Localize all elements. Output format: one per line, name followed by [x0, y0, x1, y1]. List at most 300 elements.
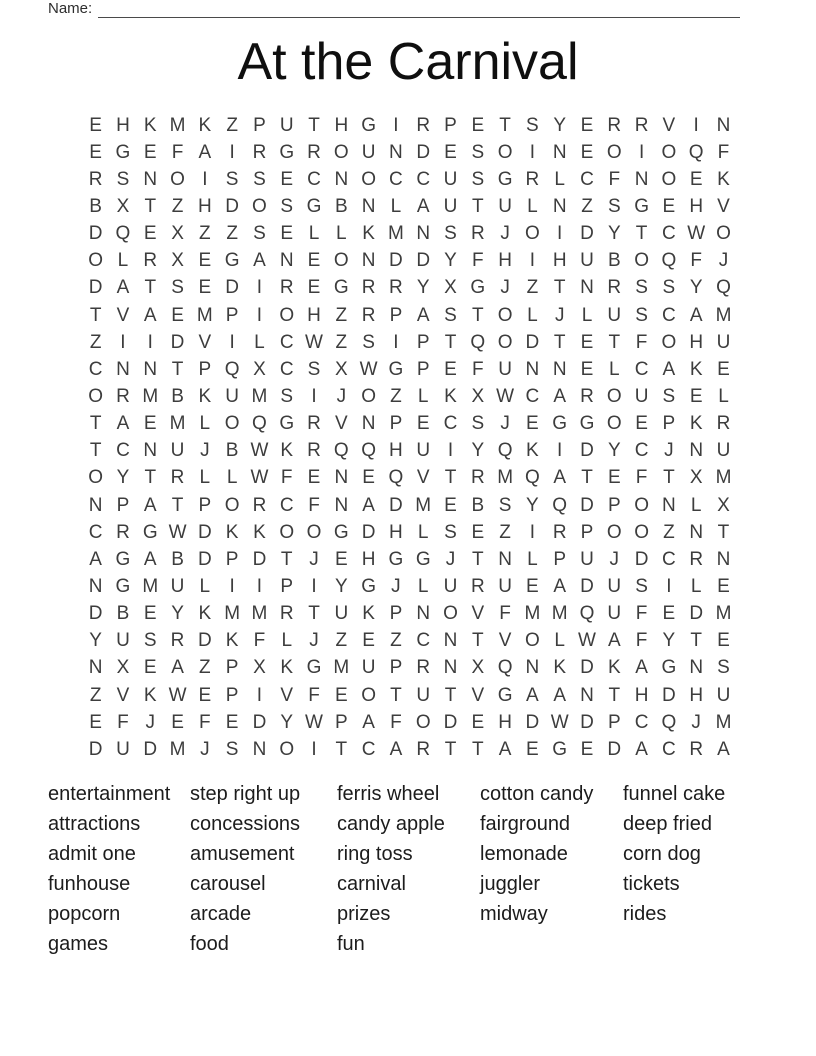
grid-letter-r17-c4: B [171, 548, 184, 570]
grid-letter-r20-c15: T [472, 630, 484, 652]
grid-letter-r16-c24: T [717, 521, 730, 543]
grid-letter-r8-c23: A [689, 304, 703, 326]
grid-letter-r2-c2: G [115, 141, 131, 163]
grid-letter-r10-c16: U [498, 358, 512, 380]
grid-letter-r21-c5: Z [199, 657, 211, 679]
grid-letter-r11-c22: S [662, 385, 676, 407]
grid-letter-r5-c12: M [388, 223, 404, 245]
grid-letter-r15-c2: P [116, 494, 130, 516]
grid-letter-r17-c1: A [89, 548, 102, 570]
grid-letter-r15-c7: R [252, 494, 267, 516]
grid-letter-r22-c13: U [416, 684, 431, 706]
grid-letter-r22-c8: V [280, 684, 294, 706]
grid-letter-r15-c5: P [198, 494, 212, 516]
grid-letter-r20-c14: N [443, 630, 458, 652]
grid-letter-r19-c2: B [116, 603, 130, 625]
grid-letter-r24-c13: R [416, 738, 431, 760]
grid-letter-r9-c20: T [608, 331, 621, 353]
grid-letter-r15-c13: M [415, 494, 432, 516]
grid-letter-r24-c21: A [635, 738, 648, 760]
grid-letter-r2-c14: E [444, 141, 457, 163]
grid-letter-r13-c22: J [664, 440, 674, 462]
grid-letter-r10-c12: G [388, 358, 404, 380]
word-list-item: funhouse [48, 873, 131, 895]
grid-letter-r24-c18: G [552, 738, 568, 760]
name-row [48, 0, 740, 18]
grid-letter-r19-c4: Y [171, 603, 184, 625]
grid-letter-r13-c21: C [634, 440, 649, 462]
grid-letter-r6-c18: H [552, 250, 567, 272]
grid-letter-r8-c13: A [416, 304, 430, 326]
name-fill-in-line [98, 1, 740, 18]
grid-letter-r22-c16: G [497, 684, 513, 706]
grid-letter-r22-c20: T [608, 684, 621, 706]
grid-letter-r23-c17: D [525, 711, 540, 733]
word-list-item: entertainment [48, 783, 171, 805]
word-list-item: concessions [190, 813, 301, 835]
grid-letter-r18-c9: I [311, 575, 317, 597]
grid-letter-r8-c19: L [581, 304, 593, 326]
grid-letter-r24-c22: C [662, 738, 676, 760]
grid-letter-r8-c11: R [361, 304, 376, 326]
grid-letter-r17-c21: D [634, 548, 649, 570]
grid-letter-r17-c19: U [580, 548, 594, 570]
grid-letter-r21-c19: D [580, 657, 594, 679]
grid-letter-r22-c21: H [634, 684, 649, 706]
word-list-item: games [48, 933, 109, 955]
grid-letter-r3-c4: O [170, 168, 185, 190]
grid-letter-r7-c21: S [635, 277, 648, 299]
grid-letter-r3-c1: R [88, 168, 103, 190]
grid-letter-r9-c14: T [444, 331, 457, 353]
grid-letter-r17-c2: G [115, 548, 131, 570]
word-list-item: juggler [480, 873, 541, 895]
grid-letter-r13-c16: Q [497, 440, 513, 462]
grid-letter-r8-c17: L [527, 304, 538, 326]
grid-letter-r12-c24: R [716, 413, 731, 435]
grid-letter-r4-c3: T [144, 195, 157, 217]
grid-letter-r13-c5: J [200, 440, 210, 462]
grid-letter-r13-c3: N [143, 440, 158, 462]
grid-letter-r16-c9: O [306, 521, 322, 543]
grid-letter-r18-c8: P [280, 575, 294, 597]
grid-letter-r23-c5: F [199, 711, 211, 733]
grid-letter-r3-c12: C [389, 168, 403, 190]
grid-letter-r17-c3: A [143, 548, 157, 570]
grid-letter-r10-c11: W [359, 358, 378, 380]
grid-letter-r20-c21: F [635, 630, 648, 652]
grid-letter-r3-c21: N [634, 168, 649, 190]
grid-letter-r16-c1: C [88, 521, 103, 543]
grid-letter-r16-c22: Z [663, 521, 675, 543]
grid-letter-r2-c1: E [89, 141, 102, 163]
grid-letter-r2-c13: D [416, 141, 431, 163]
grid-letter-r1-c20: R [607, 114, 622, 136]
grid-letter-r6-c6: G [224, 250, 240, 272]
grid-letter-r12-c9: R [307, 413, 321, 435]
word-list-item: lemonade [480, 843, 568, 865]
grid-letter-r4-c21: G [634, 195, 649, 217]
grid-letter-r23-c21: C [634, 711, 649, 733]
grid-letter-r1-c2: H [116, 114, 130, 136]
grid-letter-r12-c14: C [443, 413, 458, 435]
grid-letter-r7-c13: Y [416, 277, 430, 299]
grid-letter-r19-c1: D [88, 603, 103, 625]
grid-letter-r12-c23: K [689, 413, 703, 435]
grid-letter-r1-c23: I [693, 114, 699, 136]
grid-letter-r15-c23: L [690, 494, 702, 516]
grid-letter-r1-c22: V [662, 114, 676, 136]
grid-letter-r19-c16: F [499, 603, 511, 625]
grid-letter-r13-c14: I [447, 440, 454, 462]
grid-letter-r17-c10: E [334, 548, 348, 570]
grid-letter-r11-c1: O [88, 385, 104, 407]
grid-letter-r3-c11: O [361, 168, 376, 190]
grid-letter-r21-c3: E [143, 657, 157, 679]
grid-letter-r13-c20: Y [607, 440, 621, 462]
grid-letter-r2-c24: F [717, 141, 730, 163]
grid-letter-r24-c7: N [252, 738, 267, 760]
grid-letter-r5-c7: S [253, 223, 266, 245]
grid-letter-r9-c1: Z [89, 331, 102, 353]
grid-letter-r12-c17: E [526, 413, 539, 435]
grid-letter-r16-c18: R [552, 521, 567, 543]
grid-letter-r23-c18: W [550, 711, 569, 733]
grid-letter-r1-c6: Z [226, 114, 238, 136]
grid-letter-r23-c7: D [252, 711, 267, 733]
grid-letter-r4-c22: E [662, 195, 676, 217]
grid-letter-r19-c21: F [635, 603, 648, 625]
grid-letter-r16-c7: K [253, 521, 266, 543]
word-list-column-5 [623, 779, 725, 929]
grid-letter-r22-c15: V [471, 684, 485, 706]
grid-letter-r7-c18: T [553, 277, 566, 299]
grid-letter-r3-c9: C [307, 168, 321, 190]
grid-letter-r6-c20: B [607, 250, 621, 272]
grid-letter-r24-c11: C [361, 738, 376, 760]
grid-letter-r24-c2: U [116, 738, 130, 760]
grid-letter-r1-c12: I [393, 114, 399, 136]
grid-letter-r19-c18: M [551, 603, 568, 625]
grid-letter-r1-c17: S [526, 114, 539, 136]
grid-letter-r2-c12: N [389, 141, 403, 163]
grid-letter-r19-c14: O [443, 603, 458, 625]
grid-letter-r11-c3: M [142, 385, 159, 407]
grid-letter-r20-c12: Z [390, 630, 402, 652]
grid-letter-r18-c16: U [498, 575, 512, 597]
grid-letter-r20-c10: Z [335, 630, 348, 652]
grid-letter-r20-c17: O [525, 630, 540, 652]
grid-letter-r13-c17: K [526, 440, 539, 462]
grid-letter-r4-c2: X [116, 195, 130, 217]
grid-letter-r3-c14: U [443, 168, 458, 190]
grid-letter-r24-c8: O [279, 738, 295, 760]
grid-letter-r4-c5: H [197, 195, 212, 217]
grid-letter-r13-c9: R [307, 440, 321, 462]
grid-letter-r2-c16: O [497, 141, 513, 163]
grid-letter-r8-c1: T [89, 304, 102, 326]
grid-letter-r4-c10: B [334, 195, 348, 217]
grid-letter-r13-c7: W [250, 440, 269, 462]
grid-letter-r9-c7: L [254, 331, 265, 353]
grid-letter-r17-c9: J [309, 548, 319, 570]
word-list-column-3 [337, 779, 445, 959]
grid-letter-r14-c17: Q [525, 467, 540, 489]
grid-letter-r8-c14: S [444, 304, 457, 326]
grid-letter-r1-c15: E [471, 114, 485, 136]
grid-letter-r6-c7: A [253, 250, 266, 272]
grid-letter-r3-c3: N [143, 168, 158, 190]
grid-letter-r2-c8: G [279, 141, 295, 163]
grid-letter-r14-c9: E [307, 467, 321, 489]
grid-letter-r22-c17: A [526, 684, 539, 706]
grid-letter-r16-c12: H [389, 521, 403, 543]
grid-letter-r23-c24: M [715, 711, 732, 733]
grid-letter-r11-c12: Z [390, 385, 402, 407]
grid-letter-r10-c22: A [662, 358, 676, 380]
grid-letter-r24-c9: I [311, 738, 317, 760]
grid-letter-r3-c18: L [554, 168, 565, 190]
grid-letter-r6-c5: E [198, 250, 212, 272]
grid-letter-r12-c20: O [606, 413, 622, 435]
grid-letter-r23-c6: E [225, 711, 239, 733]
grid-letter-r16-c16: Z [499, 521, 511, 543]
word-list-item: ring toss [337, 843, 413, 865]
grid-letter-r14-c5: L [199, 467, 211, 489]
grid-letter-r20-c9: J [309, 630, 319, 652]
grid-letter-r22-c4: W [168, 684, 187, 706]
grid-letter-r15-c21: O [634, 494, 649, 516]
grid-letter-r4-c15: T [472, 195, 484, 217]
word-search-grid [82, 112, 737, 763]
grid-letter-r1-c16: T [499, 114, 511, 136]
grid-letter-r19-c11: K [362, 603, 375, 625]
grid-letter-r2-c11: U [361, 141, 376, 163]
grid-letter-r13-c8: K [280, 440, 294, 462]
grid-letter-r7-c8: R [279, 277, 294, 299]
grid-letter-r22-c7: I [256, 684, 263, 706]
grid-letter-r7-c2: A [116, 277, 130, 299]
grid-letter-r2-c19: E [580, 141, 594, 163]
grid-letter-r17-c6: P [225, 548, 239, 570]
grid-letter-r18-c10: Y [334, 575, 348, 597]
grid-letter-r6-c11: N [361, 250, 376, 272]
grid-letter-r3-c8: E [280, 168, 294, 190]
grid-letter-r21-c14: N [443, 657, 458, 679]
grid-letter-r18-c2: G [115, 575, 131, 597]
grid-letter-r15-c14: E [444, 494, 457, 516]
grid-letter-r12-c21: E [635, 413, 648, 435]
grid-letter-r20-c8: L [281, 630, 293, 652]
grid-letter-r2-c5: A [198, 141, 212, 163]
grid-letter-r23-c11: A [362, 711, 375, 733]
grid-letter-r21-c10: M [333, 657, 350, 679]
grid-letter-r16-c23: N [689, 521, 704, 543]
grid-letter-r22-c14: T [444, 684, 457, 706]
grid-letter-r15-c4: T [171, 494, 184, 516]
grid-letter-r24-c20: D [607, 738, 622, 760]
grid-letter-r9-c16: O [497, 331, 513, 353]
word-list-item: prizes [337, 903, 391, 925]
grid-letter-r7-c24: Q [716, 277, 731, 299]
grid-letter-r10-c8: C [279, 358, 294, 380]
grid-letter-r17-c24: N [716, 548, 731, 570]
grid-letter-r18-c24: E [717, 575, 730, 597]
grid-letter-r1-c14: P [444, 114, 457, 136]
grid-letter-r18-c21: S [635, 575, 648, 597]
grid-letter-r7-c9: E [307, 277, 321, 299]
grid-letter-r21-c21: A [635, 657, 648, 679]
grid-letter-r13-c23: N [689, 440, 704, 462]
grid-letter-r10-c21: C [634, 358, 649, 380]
word-list-item: deep fried [623, 813, 712, 835]
grid-letter-r11-c19: R [580, 385, 594, 407]
grid-letter-r5-c16: J [500, 223, 510, 245]
grid-letter-r4-c6: D [225, 195, 239, 217]
grid-letter-r15-c16: S [498, 494, 512, 516]
grid-letter-r13-c1: T [89, 440, 102, 462]
grid-letter-r18-c14: U [443, 575, 458, 597]
grid-letter-r23-c23: J [691, 711, 701, 733]
grid-letter-r18-c11: G [361, 575, 376, 597]
grid-letter-r21-c16: Q [497, 657, 513, 679]
grid-letter-r10-c13: P [416, 358, 430, 380]
grid-letter-r21-c18: K [553, 657, 567, 679]
grid-letter-r15-c18: Q [552, 494, 568, 516]
grid-letter-r10-c2: N [116, 358, 130, 380]
grid-letter-r19-c3: E [143, 603, 157, 625]
grid-letter-r19-c13: N [416, 603, 431, 625]
grid-letter-r2-c3: E [143, 141, 157, 163]
grid-letter-r4-c18: N [552, 195, 567, 217]
grid-letter-r19-c7: M [251, 603, 268, 625]
grid-letter-r12-c1: T [89, 413, 102, 435]
grid-letter-r14-c8: F [280, 467, 293, 489]
grid-letter-r15-c22: N [662, 494, 676, 516]
word-list-item: corn dog [623, 843, 701, 865]
grid-letter-r10-c4: T [171, 358, 184, 380]
grid-letter-r16-c6: K [225, 521, 239, 543]
grid-letter-r16-c21: O [634, 521, 649, 543]
grid-letter-r7-c23: Y [689, 277, 703, 299]
grid-letter-r11-c24: L [718, 385, 729, 407]
grid-letter-r9-c10: Z [335, 331, 348, 353]
grid-letter-r17-c15: T [472, 548, 484, 570]
grid-letter-r14-c6: L [226, 467, 238, 489]
grid-letter-r4-c13: A [416, 195, 430, 217]
word-list-item: amusement [190, 843, 295, 865]
grid-letter-r6-c23: F [690, 250, 702, 272]
grid-letter-r13-c4: U [170, 440, 185, 462]
grid-letter-r16-c20: O [606, 521, 622, 543]
grid-letter-r23-c9: W [305, 711, 323, 733]
grid-letter-r22-c5: E [198, 684, 212, 706]
grid-letter-r20-c20: A [607, 630, 621, 652]
grid-letter-r5-c17: O [525, 223, 540, 245]
grid-letter-r15-c9: F [308, 494, 320, 516]
grid-letter-r16-c11: D [361, 521, 376, 543]
grid-letter-r3-c23: E [689, 168, 703, 190]
grid-letter-r14-c7: W [250, 467, 269, 489]
grid-letter-r11-c15: X [471, 385, 485, 407]
grid-letter-r20-c13: C [416, 630, 431, 652]
grid-letter-r20-c23: T [690, 630, 702, 652]
grid-letter-r17-c14: J [445, 548, 456, 570]
grid-letter-r10-c20: L [609, 358, 620, 380]
grid-letter-r21-c17: N [525, 657, 540, 679]
grid-letter-r16-c15: E [471, 521, 485, 543]
grid-letter-r20-c6: K [225, 630, 239, 652]
grid-letter-r22-c12: T [390, 684, 402, 706]
grid-letter-r9-c8: C [279, 331, 294, 353]
grid-letter-r15-c10: N [334, 494, 349, 516]
grid-letter-r12-c22: P [662, 413, 676, 435]
grid-letter-r6-c10: O [333, 250, 349, 272]
grid-letter-r1-c5: K [198, 114, 212, 136]
grid-letter-r10-c1: C [88, 358, 103, 380]
grid-letter-r10-c24: E [717, 358, 730, 380]
grid-letter-r7-c6: D [225, 277, 239, 299]
grid-letter-r4-c8: S [280, 195, 294, 217]
grid-letter-r14-c4: R [170, 467, 185, 489]
grid-letter-r11-c18: A [553, 385, 567, 407]
grid-letter-r3-c2: S [116, 168, 130, 190]
grid-letter-r24-c15: T [472, 738, 484, 760]
grid-letter-r19-c12: P [389, 603, 403, 625]
grid-letter-r21-c1: N [88, 657, 103, 679]
grid-letter-r7-c10: G [333, 277, 349, 299]
word-list-item: admit one [48, 843, 136, 865]
grid-letter-r6-c14: Y [444, 250, 457, 272]
grid-letter-r4-c12: L [390, 195, 402, 217]
grid-letter-r8-c22: C [662, 304, 676, 326]
grid-letter-r18-c18: A [553, 575, 567, 597]
grid-letter-r3-c15: S [471, 168, 485, 190]
grid-letter-r12-c11: N [361, 413, 376, 435]
word-list-item: fun [337, 933, 365, 955]
word-list-item: carnival [337, 873, 406, 895]
grid-letter-r16-c4: W [168, 521, 187, 543]
grid-letter-r10-c3: N [143, 358, 158, 380]
grid-letter-r18-c1: N [88, 575, 103, 597]
grid-letter-r23-c13: O [415, 711, 431, 733]
grid-letter-r5-c14: S [444, 223, 457, 245]
word-list-item: ferris wheel [337, 783, 440, 805]
grid-letter-r10-c23: K [689, 358, 703, 380]
grid-letter-r11-c7: M [251, 385, 268, 407]
grid-letter-r11-c23: E [689, 385, 703, 407]
grid-letter-r23-c22: Q [661, 711, 677, 733]
grid-letter-r11-c10: J [336, 385, 347, 407]
grid-letter-r22-c11: O [361, 684, 376, 706]
grid-letter-r12-c7: Q [252, 413, 267, 435]
grid-letter-r4-c17: L [527, 195, 538, 217]
grid-letter-r20-c22: Y [662, 630, 676, 652]
grid-letter-r8-c6: P [225, 304, 239, 326]
grid-letter-r9-c22: O [661, 331, 677, 353]
grid-letter-r8-c16: O [497, 304, 513, 326]
grid-letter-r16-c8: O [279, 521, 295, 543]
grid-letter-r17-c20: J [609, 548, 620, 570]
grid-letter-r10-c9: S [307, 358, 321, 380]
grid-letter-r18-c12: J [391, 575, 401, 597]
grid-letter-r13-c12: H [389, 440, 403, 462]
grid-letter-r8-c7: I [256, 304, 263, 326]
grid-letter-r6-c15: F [472, 250, 484, 272]
grid-letter-r20-c19: W [578, 630, 596, 652]
grid-letter-r15-c3: A [143, 494, 157, 516]
grid-letter-r16-c14: S [444, 521, 457, 543]
